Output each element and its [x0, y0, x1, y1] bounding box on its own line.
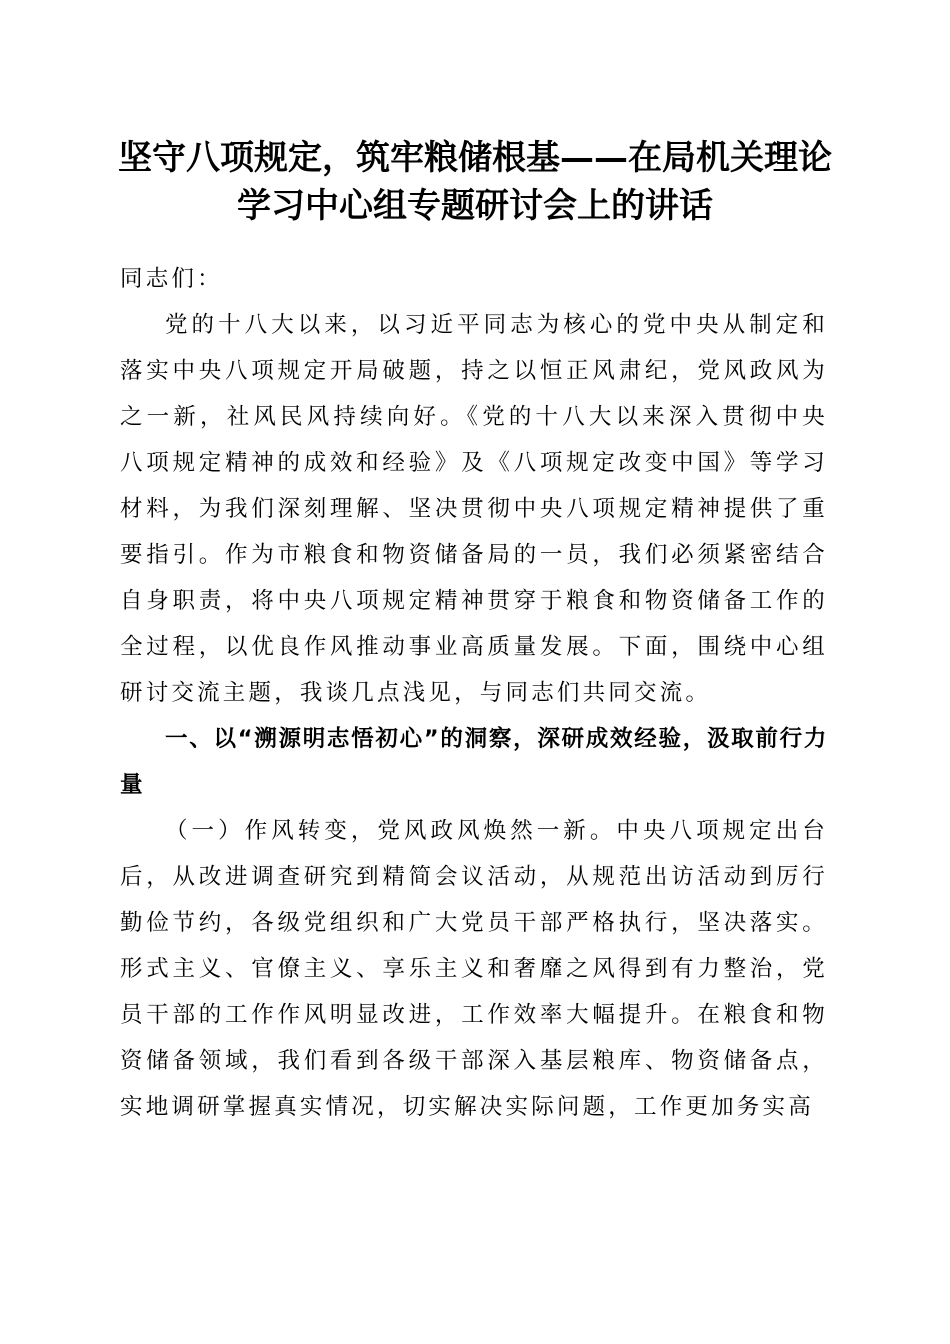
document-title: 坚守八项规定，筑牢粮储根基——在局机关理论学习中心组专题研讨会上的讲话: [118, 138, 832, 226]
intro-paragraph: 党的十八大以来，以习近平同志为核心的党中央从制定和落实中央八项规定开局破题，持之以恒正风肃纪，党风政风为之一新，社风民风持续向好。《党的十八大以来深入贯彻中央八项规定精神的成效和经验》及《八项规定改变中国》等学习材料，为我们深刻理解、坚决贯彻中央八项规定精神提供了重要指引。作为市粮食和物资储备局的一员，我们必须紧密结合自身职责，将中央八项规定精神贯穿于粮食和物资储备工作的全过程，以优良作风推动事业高质量发展。下面，围绕中心组研讨交流主题，我谈几点浅见，与同志们共同交流。: [120, 312, 828, 706]
section-paragraph-1: （一）作风转变，党风政风焕然一新。中央八项规定出台后，从改进调查研究到精简会议活动，从规范出访活动到厉行勤俭节约，各级党组织和广大党员干部严格执行，坚决落实。形式主义、官僚主义、享乐主义和奢靡之风得到有力整治，党员干部的工作作风明显改进，工作效率大幅提升。在粮食和物资储备领域，我们看到各级干部深入基层粮库、物资储备点，实地调研掌握真实情况，切实解决实际问题，工作更加务实高: [120, 818, 828, 1120]
section-heading-1: 一、以“溯源明志悟初心”的洞察，深研成效经验，汲取前行力量: [120, 726, 828, 798]
document-body: [120, 256, 828, 1130]
salutation: 同志们：: [120, 266, 223, 292]
